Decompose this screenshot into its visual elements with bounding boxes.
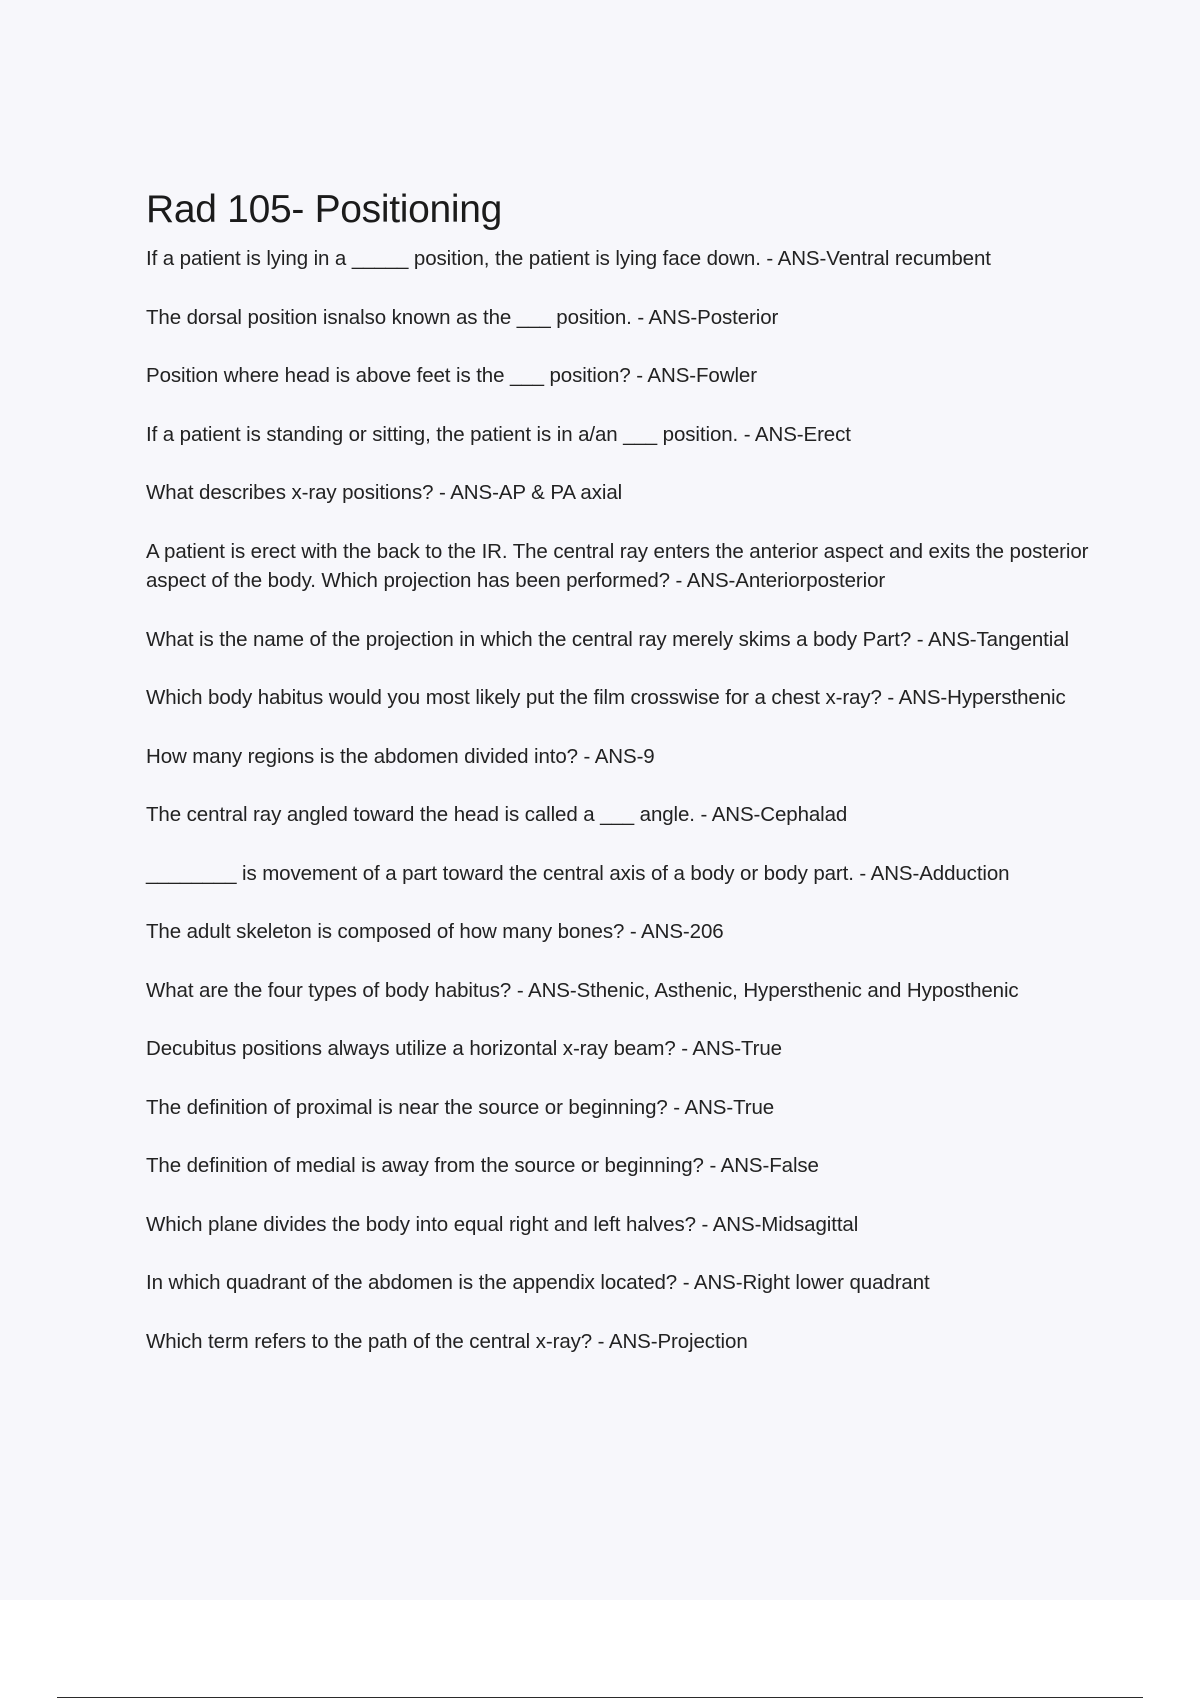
qa-item: The central ray angled toward the head is called a ___ angle. - ANS-Cephalad <box>146 803 848 826</box>
qa-item: What is the name of the projection in which the central ray merely skims a body Part? - ANS-Tangential <box>146 627 1069 651</box>
qa-list <box>146 244 1096 1356</box>
page-title: Rad 105- Positioning <box>146 188 503 231</box>
footer-divider <box>57 1697 1143 1698</box>
qa-item: How many regions is the abdomen divided into? - ANS-9 <box>146 744 655 768</box>
qa-item: In which quadrant of the abdomen is the appendix located? - ANS-Right lower quadrant <box>146 1271 930 1294</box>
qa-item: If a patient is lying in a _____ position, the patient is lying face down. - ANS-Ventral recumbent <box>146 247 991 270</box>
qa-item: The adult skeleton is composed of how many bones? - ANS-206 <box>146 920 724 943</box>
qa-item: Decubitus positions always utilize a horizontal x-ray beam? - ANS-True <box>146 1037 782 1060</box>
qa-item: Which plane divides the body into equal right and left halves? - ANS-Midsagittal <box>146 1212 859 1236</box>
qa-item: ________ is movement of a part toward the central axis of a body or body part. - ANS-Adduction <box>146 861 1010 885</box>
qa-item: The definition of proximal is near the source or beginning? - ANS-True <box>146 1095 775 1119</box>
document-content <box>146 186 1096 1385</box>
qa-item: If a patient is standing or sitting, the patient is in a/an ___ position. - ANS-Erect <box>146 422 851 446</box>
qa-item: Which term refers to the path of the central x-ray? - ANS-Projection <box>146 1329 748 1353</box>
qa-item: What are the four types of body habitus? - ANS-Sthenic, Asthenic, Hypersthenic and Hyposthenic <box>146 978 1019 1002</box>
qa-item: The dorsal position isnalso known as the ___ position. - ANS-Posterior <box>146 305 779 329</box>
qa-item: What describes x-ray positions? - ANS-AP & PA axial <box>146 481 623 504</box>
qa-item: Position where head is above feet is the ___ position? - ANS-Fowler <box>146 364 757 387</box>
qa-item: Which body habitus would you most likely put the film crosswise for a chest x-ray? - ANS-Hypersthenic <box>146 686 1066 709</box>
qa-item: A patient is erect with the back to the IR. The central ray enters the anterior aspect and exits the posterior aspect of the body. Which projection has been performed? - ANS-Anteriorposterior <box>146 539 1089 592</box>
qa-item: The definition of medial is away from the source or beginning? - ANS-False <box>146 1154 819 1177</box>
